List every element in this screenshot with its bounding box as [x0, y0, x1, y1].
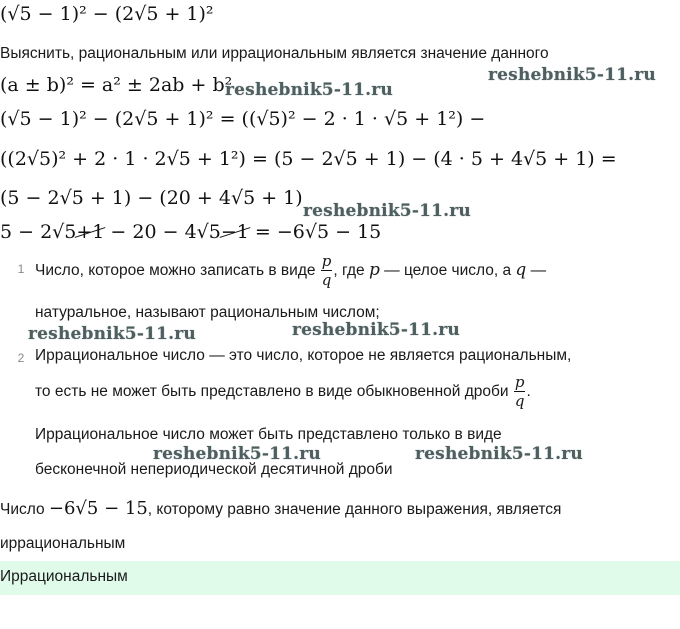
watermark-logo: reshebnik5-11.ru	[488, 65, 656, 85]
fraction-p-over-q	[321, 252, 333, 289]
conclusion-text-b: , которому равно значение данного выражения, является	[147, 501, 562, 518]
conclusion-value: −6√5 − 15	[48, 498, 148, 519]
conclusion-line-1	[0, 497, 561, 521]
conclusion-text-a: Число	[0, 501, 45, 518]
fraction-numerator: p	[321, 252, 332, 271]
definition-2-line-2	[35, 370, 531, 414]
definition-2-line-3: Иррациональное число может быть представлено только в виде	[35, 426, 502, 443]
task-expression: (√5 − 1)² − (2√5 + 1)²	[0, 3, 214, 25]
definition-2-line-4: бесконечной непериодической десятичной дроби	[35, 461, 393, 478]
watermark-logo: reshebnik5-11.ru	[153, 444, 321, 464]
solution-line-3: (5 − 2√5 + 1) − (20 + 4√5 + 1)	[0, 187, 303, 209]
definition-1-line-2: натуральное, называют рациональным числом;	[35, 304, 380, 321]
cancelled-term-minus-one: −1	[220, 221, 249, 243]
definition-1-line-1	[35, 248, 546, 292]
list-number-2: 2	[17, 351, 25, 365]
square-formula: (a ± b)² = a² ± 2ab + b²	[0, 74, 233, 96]
solution-line-4	[0, 220, 381, 244]
solution-line-1: (√5 − 1)² − (2√5 + 1)² = ((√5)² − 2 · 1 · √5 + 1²) −	[0, 108, 486, 130]
definition-1-text-a: Число, которое можно записать в виде	[35, 262, 316, 279]
definition-2-text-a: то есть не может быть представлено в виде обыкновенной дроби	[35, 383, 509, 400]
task-question: Выяснить, рациональным или иррациональным является значение данного	[0, 45, 549, 62]
fraction-denominator: q	[514, 392, 525, 411]
conclusion-line-2: иррациональным	[0, 535, 126, 552]
definition-1-text-c: — целое число, а	[379, 262, 512, 279]
answer-text: Иррациональным	[0, 568, 128, 585]
answer-bar	[0, 561, 680, 595]
cancelled-term-plus-one: +1	[76, 221, 105, 243]
watermark-logo: reshebnik5-11.ru	[28, 324, 196, 344]
variable-q: q	[515, 260, 527, 280]
solution-line-2: ((2√5)² + 2 · 1 · 2√5 + 1²) = (5 − 2√5 + 1) − (4 · 5 + 4√5 + 1) =	[0, 148, 617, 170]
list-number-1: 1	[17, 262, 25, 276]
fraction-numerator: p	[514, 373, 525, 392]
fraction-denominator: q	[321, 271, 332, 290]
definition-1-text-b: , где	[333, 262, 365, 279]
definition-1-text-d: —	[526, 262, 547, 279]
watermark-logo: reshebnik5-11.ru	[303, 201, 471, 221]
watermark-logo: reshebnik5-11.ru	[225, 80, 393, 100]
definition-2-text-b: .	[526, 383, 531, 400]
definition-2-line-1: Иррациональное число — это число, которое не является рациональным,	[35, 347, 572, 364]
solution-line-4-part-a: 5 − 2√5	[0, 221, 77, 243]
solution-line-4-part-e: = −6√5 − 15	[248, 221, 382, 243]
watermark-logo: reshebnik5-11.ru	[292, 320, 460, 340]
solution-line-4-part-c: − 20 − 4√5	[104, 221, 221, 243]
watermark-logo: reshebnik5-11.ru	[415, 444, 583, 464]
fraction-p-over-q-2	[514, 373, 526, 410]
variable-p: p	[368, 260, 380, 280]
